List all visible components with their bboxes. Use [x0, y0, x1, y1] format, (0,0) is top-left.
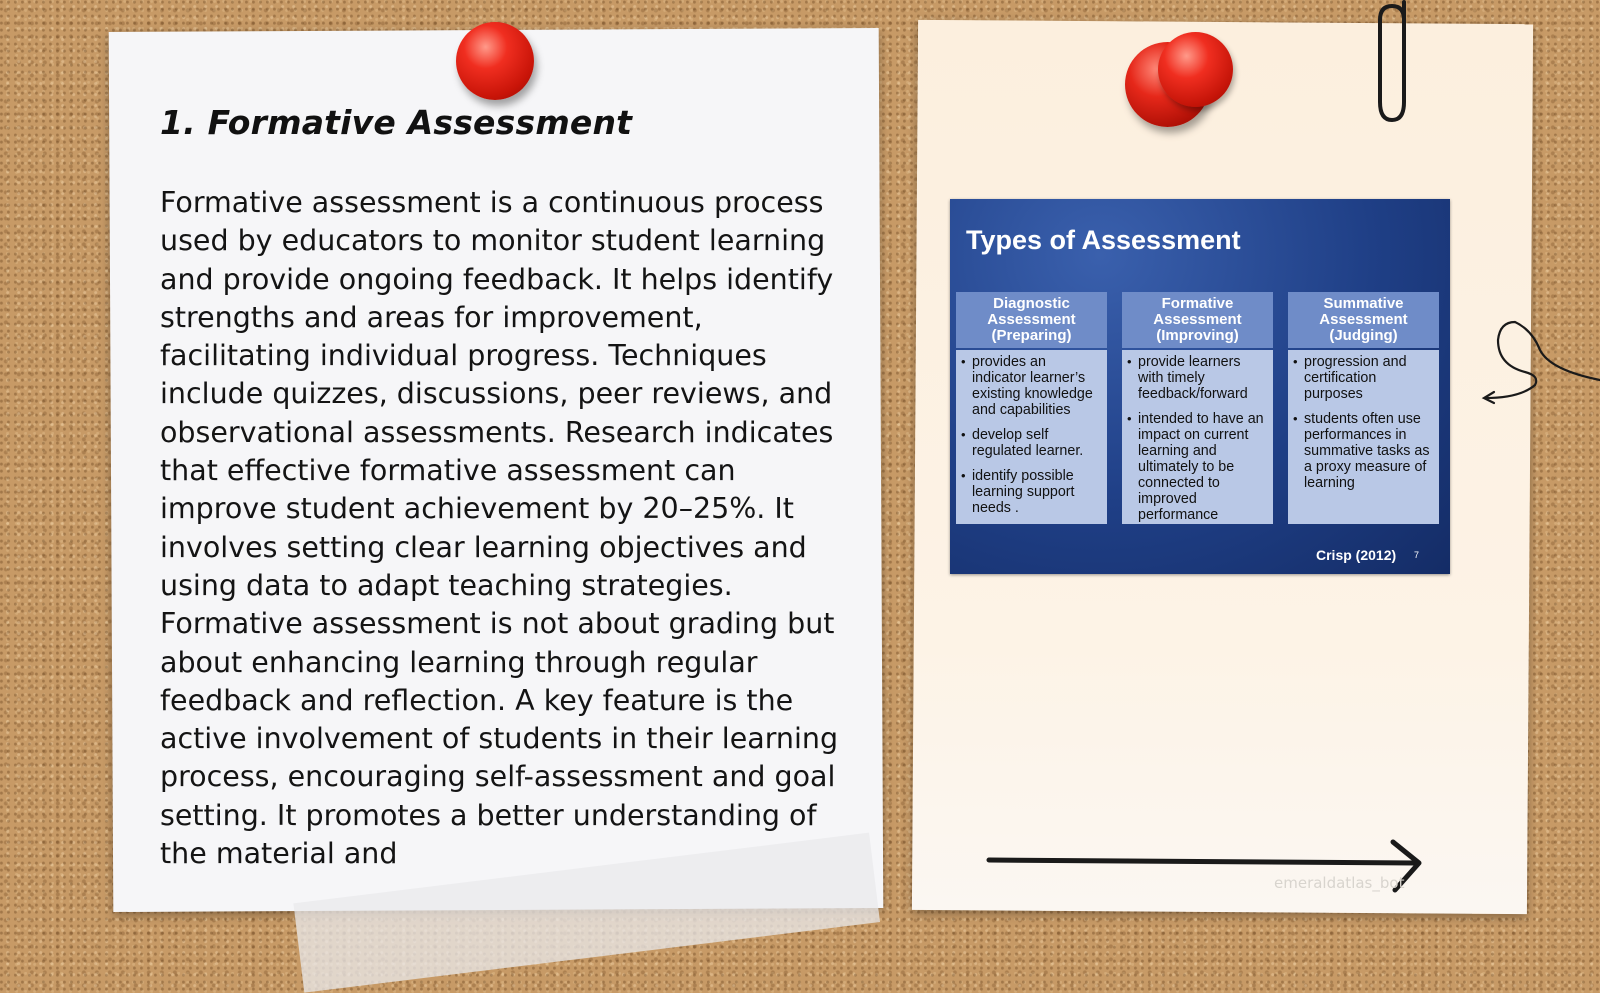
list-item: • identify possible learning support needs . [960, 468, 1101, 516]
paperclip-icon [1368, 0, 1418, 128]
column-diagnostic [956, 292, 1107, 524]
slide-number: 7 [1414, 550, 1420, 560]
pushpin-icon [456, 22, 534, 100]
column-header: Summative Assessment (Judging) [1288, 292, 1439, 348]
column-header: Formative Assessment (Improving) [1122, 292, 1273, 348]
list-item: • provides an indicator learner’s existing knowledge and capabilities [960, 354, 1101, 418]
slide-source: Crisp (2012) [1316, 547, 1397, 563]
list-item: • progression and certification purposes [1292, 354, 1433, 402]
list-item: • provide learners with timely feedback/forward [1126, 354, 1267, 402]
column-body [1122, 350, 1273, 524]
column-body [1288, 350, 1439, 524]
list-item: • intended to have an impact on current learning and ultimately to be connected to improved performance [1126, 411, 1267, 523]
list-item: • students often use performances in summative tasks as a proxy measure of learning [1292, 411, 1433, 491]
column-header: Diagnostic Assessment (Preparing) [956, 292, 1107, 348]
column-summative [1288, 292, 1439, 524]
page-title: 1. Formative Assessment [160, 103, 633, 142]
watermark: emeraldatlas_bot [1274, 874, 1405, 892]
column-body [956, 350, 1107, 524]
body-text: Formative assessment is a continuous process used by educators to monitor student learning and provide ongoing feedback. It helps identify strengths and areas for improvement, facilitating individual progress. Techniques include quizzes, discussions, peer reviews, and observational assessments. Research indicates that effective formative assessment can improve student achievement by 20–25%. It involves setting clear learning objectives and using data to adapt teaching strategies. Formative assessment is not about grading but about enhancing learning through regular feedback and reflection. A key feature is the active involvement of students in their learning process, encouraging self-assessment and goal setting. It promotes a better understanding of the material and [160, 186, 839, 871]
pushpin-icon [1158, 32, 1233, 107]
assessment-slide [950, 199, 1450, 574]
slide-title: Types of Assessment [966, 225, 1241, 255]
loop-arrow-doodle [1480, 310, 1600, 410]
list-item: • develop self regulated learner. [960, 427, 1101, 459]
column-formative [1122, 292, 1273, 524]
